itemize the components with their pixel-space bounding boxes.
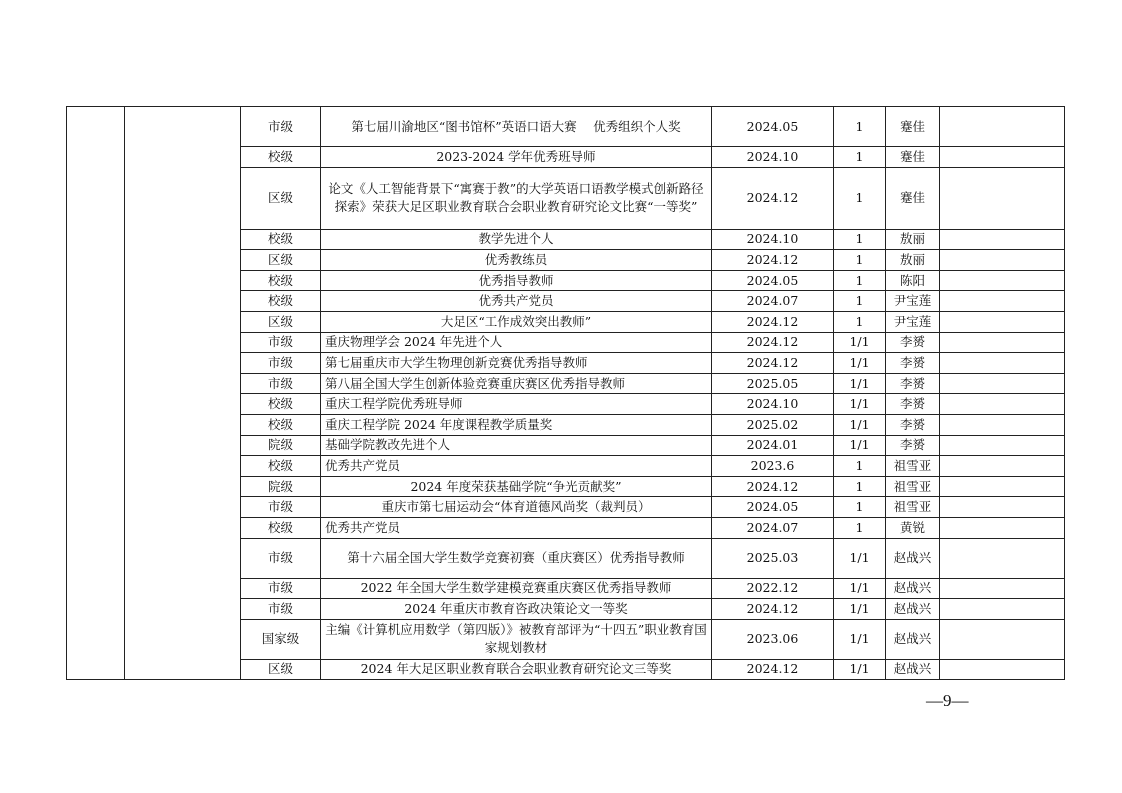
award-date-cell: 2025.05 bbox=[712, 373, 834, 394]
remarks-cell bbox=[940, 497, 1065, 518]
table-row bbox=[67, 107, 1065, 147]
award-person-cell: 陈阳 bbox=[886, 270, 940, 291]
award-level-cell: 区级 bbox=[241, 659, 321, 680]
award-name-cell: 优秀指导教师 bbox=[321, 270, 712, 291]
award-date-cell: 2023.6 bbox=[712, 456, 834, 477]
award-share-cell: 1/1 bbox=[834, 659, 886, 680]
award-person-cell: 黄锐 bbox=[886, 517, 940, 538]
award-level-cell: 校级 bbox=[241, 147, 321, 168]
award-level-cell: 校级 bbox=[241, 270, 321, 291]
remarks-cell bbox=[940, 394, 1065, 415]
award-share-cell: 1/1 bbox=[834, 414, 886, 435]
award-level-cell: 院级 bbox=[241, 476, 321, 497]
award-person-cell: 赵战兴 bbox=[886, 599, 940, 620]
remarks-cell bbox=[940, 353, 1065, 374]
award-level-cell: 区级 bbox=[241, 311, 321, 332]
award-name-cell: 论文《人工智能背景下“寓赛于教”的大学英语口语教学模式创新路径探索》荣获大足区职业教育联合会职业教育研究论文比赛“一等奖” bbox=[321, 167, 712, 229]
award-share-cell: 1 bbox=[834, 497, 886, 518]
award-name-cell: 重庆市第七届运动会“体育道德风尚奖（裁判员） bbox=[321, 497, 712, 518]
award-name-cell: 基础学院教改先进个人 bbox=[321, 435, 712, 456]
award-name-cell: 重庆工程学院优秀班导师 bbox=[321, 394, 712, 415]
remarks-cell bbox=[940, 167, 1065, 229]
award-date-cell: 2024.10 bbox=[712, 394, 834, 415]
award-date-cell: 2024.12 bbox=[712, 353, 834, 374]
award-name-cell: 2022 年全国大学生数学建模竞赛重庆赛区优秀指导教师 bbox=[321, 578, 712, 599]
award-share-cell: 1 bbox=[834, 476, 886, 497]
award-share-cell: 1/1 bbox=[834, 373, 886, 394]
remarks-cell bbox=[940, 250, 1065, 271]
award-date-cell: 2023.06 bbox=[712, 619, 834, 659]
award-level-cell: 市级 bbox=[241, 538, 321, 578]
award-name-cell: 2024 年大足区职业教育联合会职业教育研究论文三等奖 bbox=[321, 659, 712, 680]
award-date-cell: 2024.05 bbox=[712, 107, 834, 147]
award-person-cell: 李赟 bbox=[886, 332, 940, 353]
award-date-cell: 2024.07 bbox=[712, 291, 834, 312]
award-share-cell: 1 bbox=[834, 311, 886, 332]
remarks-cell bbox=[940, 414, 1065, 435]
award-level-cell: 国家级 bbox=[241, 619, 321, 659]
award-name-cell: 2024 年重庆市教育咨政决策论文一等奖 bbox=[321, 599, 712, 620]
award-person-cell: 祖雪亚 bbox=[886, 476, 940, 497]
award-share-cell: 1 bbox=[834, 291, 886, 312]
award-date-cell: 2024.12 bbox=[712, 167, 834, 229]
remarks-cell bbox=[940, 270, 1065, 291]
award-person-cell: 敖丽 bbox=[886, 250, 940, 271]
award-person-cell: 赵战兴 bbox=[886, 578, 940, 599]
award-share-cell: 1 bbox=[834, 167, 886, 229]
award-share-cell: 1 bbox=[834, 456, 886, 477]
award-date-cell: 2025.02 bbox=[712, 414, 834, 435]
award-level-cell: 校级 bbox=[241, 394, 321, 415]
award-level-cell: 市级 bbox=[241, 353, 321, 374]
remarks-cell bbox=[940, 659, 1065, 680]
award-level-cell: 区级 bbox=[241, 250, 321, 271]
award-person-cell: 蹇佳 bbox=[886, 147, 940, 168]
award-name-cell: 优秀共产党员 bbox=[321, 517, 712, 538]
award-name-cell: 优秀共产党员 bbox=[321, 291, 712, 312]
award-date-cell: 2024.12 bbox=[712, 476, 834, 497]
award-name-cell: 大足区“工作成效突出教师” bbox=[321, 311, 712, 332]
award-name-cell: 优秀教练员 bbox=[321, 250, 712, 271]
award-date-cell: 2022.12 bbox=[712, 578, 834, 599]
award-share-cell: 1/1 bbox=[834, 435, 886, 456]
remarks-cell bbox=[940, 332, 1065, 353]
award-name-cell: 优秀共产党员 bbox=[321, 456, 712, 477]
remarks-cell bbox=[940, 456, 1065, 477]
award-name-cell: 第十六届全国大学生数学竞赛初赛（重庆赛区）优秀指导教师 bbox=[321, 538, 712, 578]
award-date-cell: 2024.12 bbox=[712, 599, 834, 620]
spacer-col-a bbox=[67, 107, 125, 680]
award-name-cell: 重庆工程学院 2024 年度课程教学质量奖 bbox=[321, 414, 712, 435]
award-person-cell: 李赟 bbox=[886, 435, 940, 456]
award-person-cell: 李赟 bbox=[886, 414, 940, 435]
remarks-cell bbox=[940, 291, 1065, 312]
award-date-cell: 2024.12 bbox=[712, 311, 834, 332]
remarks-cell bbox=[940, 578, 1065, 599]
award-name-cell: 2023-2024 学年优秀班导师 bbox=[321, 147, 712, 168]
remarks-cell bbox=[940, 435, 1065, 456]
award-level-cell: 市级 bbox=[241, 497, 321, 518]
award-name-cell: 第七届重庆市大学生物理创新竞赛优秀指导教师 bbox=[321, 353, 712, 374]
remarks-cell bbox=[940, 599, 1065, 620]
remarks-cell bbox=[940, 538, 1065, 578]
award-date-cell: 2024.07 bbox=[712, 517, 834, 538]
award-person-cell: 祖雪亚 bbox=[886, 456, 940, 477]
remarks-cell bbox=[940, 373, 1065, 394]
award-person-cell: 蹇佳 bbox=[886, 167, 940, 229]
award-share-cell: 1/1 bbox=[834, 394, 886, 415]
award-share-cell: 1/1 bbox=[834, 353, 886, 374]
award-name-cell: 重庆物理学会 2024 年先进个人 bbox=[321, 332, 712, 353]
award-level-cell: 市级 bbox=[241, 107, 321, 147]
award-date-cell: 2024.12 bbox=[712, 659, 834, 680]
remarks-cell bbox=[940, 476, 1065, 497]
award-name-cell: 主编《计算机应用数学（第四版）》被教育部评为“十四五”职业教育国家规划教材 bbox=[321, 619, 712, 659]
award-share-cell: 1/1 bbox=[834, 578, 886, 599]
spacer-col-b bbox=[125, 107, 241, 680]
award-person-cell: 赵战兴 bbox=[886, 538, 940, 578]
award-level-cell: 校级 bbox=[241, 291, 321, 312]
award-person-cell: 赵战兴 bbox=[886, 619, 940, 659]
awards-table-body bbox=[67, 107, 1065, 680]
award-share-cell: 1/1 bbox=[834, 332, 886, 353]
award-person-cell: 蹇佳 bbox=[886, 107, 940, 147]
award-level-cell: 校级 bbox=[241, 456, 321, 477]
award-date-cell: 2024.10 bbox=[712, 229, 834, 250]
award-person-cell: 尹宝莲 bbox=[886, 291, 940, 312]
remarks-cell bbox=[940, 517, 1065, 538]
award-person-cell: 李赟 bbox=[886, 373, 940, 394]
award-share-cell: 1 bbox=[834, 107, 886, 147]
award-level-cell: 市级 bbox=[241, 373, 321, 394]
award-share-cell: 1/1 bbox=[834, 599, 886, 620]
award-name-cell: 第八届全国大学生创新体验竞赛重庆赛区优秀指导教师 bbox=[321, 373, 712, 394]
award-level-cell: 区级 bbox=[241, 167, 321, 229]
award-share-cell: 1 bbox=[834, 229, 886, 250]
award-date-cell: 2024.12 bbox=[712, 250, 834, 271]
award-person-cell: 赵战兴 bbox=[886, 659, 940, 680]
award-date-cell: 2024.05 bbox=[712, 497, 834, 518]
award-person-cell: 敖丽 bbox=[886, 229, 940, 250]
award-share-cell: 1 bbox=[834, 270, 886, 291]
award-share-cell: 1 bbox=[834, 250, 886, 271]
award-date-cell: 2024.05 bbox=[712, 270, 834, 291]
award-date-cell: 2024.12 bbox=[712, 332, 834, 353]
award-date-cell: 2024.10 bbox=[712, 147, 834, 168]
award-share-cell: 1 bbox=[834, 517, 886, 538]
award-name-cell: 2024 年度荣获基础学院“争光贡献奖” bbox=[321, 476, 712, 497]
award-level-cell: 校级 bbox=[241, 414, 321, 435]
award-name-cell: 第七届川渝地区“图书馆杯”英语口语大赛 优秀组织个人奖 bbox=[321, 107, 712, 147]
award-name-cell: 教学先进个人 bbox=[321, 229, 712, 250]
award-share-cell: 1/1 bbox=[834, 538, 886, 578]
award-level-cell: 市级 bbox=[241, 332, 321, 353]
award-level-cell: 校级 bbox=[241, 229, 321, 250]
award-person-cell: 祖雪亚 bbox=[886, 497, 940, 518]
award-level-cell: 校级 bbox=[241, 517, 321, 538]
award-date-cell: 2025.03 bbox=[712, 538, 834, 578]
award-person-cell: 李赟 bbox=[886, 394, 940, 415]
award-share-cell: 1/1 bbox=[834, 619, 886, 659]
award-level-cell: 院级 bbox=[241, 435, 321, 456]
remarks-cell bbox=[940, 229, 1065, 250]
remarks-cell bbox=[940, 619, 1065, 659]
awards-table bbox=[66, 106, 1065, 680]
remarks-cell bbox=[940, 147, 1065, 168]
award-share-cell: 1 bbox=[834, 147, 886, 168]
page-number: —9— bbox=[926, 691, 969, 710]
award-level-cell: 市级 bbox=[241, 599, 321, 620]
award-person-cell: 李赟 bbox=[886, 353, 940, 374]
award-person-cell: 尹宝莲 bbox=[886, 311, 940, 332]
remarks-cell bbox=[940, 107, 1065, 147]
remarks-cell bbox=[940, 311, 1065, 332]
award-level-cell: 市级 bbox=[241, 578, 321, 599]
award-date-cell: 2024.01 bbox=[712, 435, 834, 456]
